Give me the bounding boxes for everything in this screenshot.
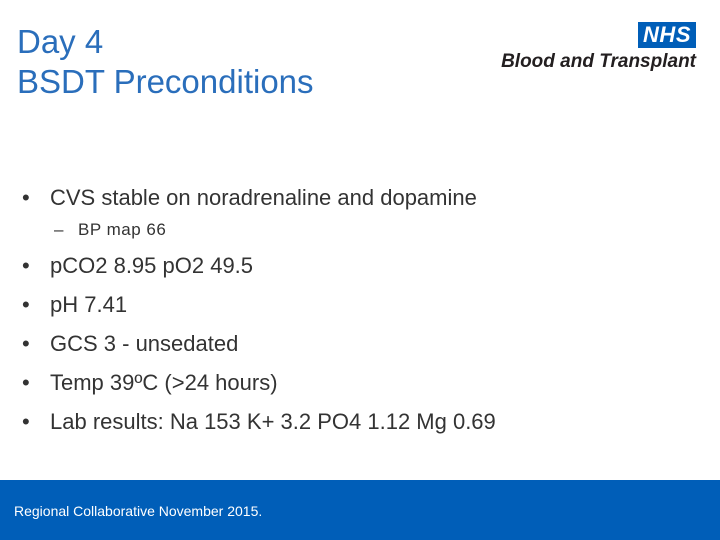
sub-bullet-text: BP map 66 <box>78 220 167 239</box>
logo-text: Blood and Transplant <box>501 51 696 72</box>
sub-bullet-item <box>22 219 700 241</box>
bullet-item <box>22 331 700 357</box>
bullet-list <box>22 185 700 448</box>
slide-title <box>17 22 314 102</box>
dash-icon: – <box>54 220 64 239</box>
bullet-dot-icon: • <box>22 292 30 317</box>
nhs-logo <box>501 22 696 74</box>
bullet-dot-icon: • <box>22 370 30 395</box>
title-line-1: Day 4 <box>17 23 104 60</box>
bullet-item <box>22 185 700 211</box>
bullet-text: CVS stable on noradrenaline and dopamine <box>50 185 477 210</box>
bullet-item <box>22 370 700 396</box>
bullet-item <box>22 409 700 435</box>
bullet-text: GCS 3 - unsedated <box>50 331 239 356</box>
footer-bar <box>0 480 720 540</box>
bullet-item <box>22 292 700 318</box>
bullet-text: pH 7.41 <box>50 292 128 317</box>
bullet-dot-icon: • <box>22 185 30 210</box>
footer-text: Regional Collaborative November 2015. <box>14 503 263 519</box>
nhs-badge: NHS <box>638 22 696 48</box>
bullet-dot-icon: • <box>22 331 30 356</box>
bullet-dot-icon: • <box>22 253 30 278</box>
bullet-item <box>22 253 700 279</box>
title-line-2: BSDT Preconditions <box>17 63 314 100</box>
bullet-text: Temp 39ºC (>24 hours) <box>50 370 278 395</box>
bullet-text: pCO2 8.95 pO2 49.5 <box>50 253 254 278</box>
bullet-text: Lab results: Na 153 K+ 3.2 PO4 1.12 Mg 0.69 <box>50 409 496 434</box>
bullet-dot-icon: • <box>22 409 30 434</box>
